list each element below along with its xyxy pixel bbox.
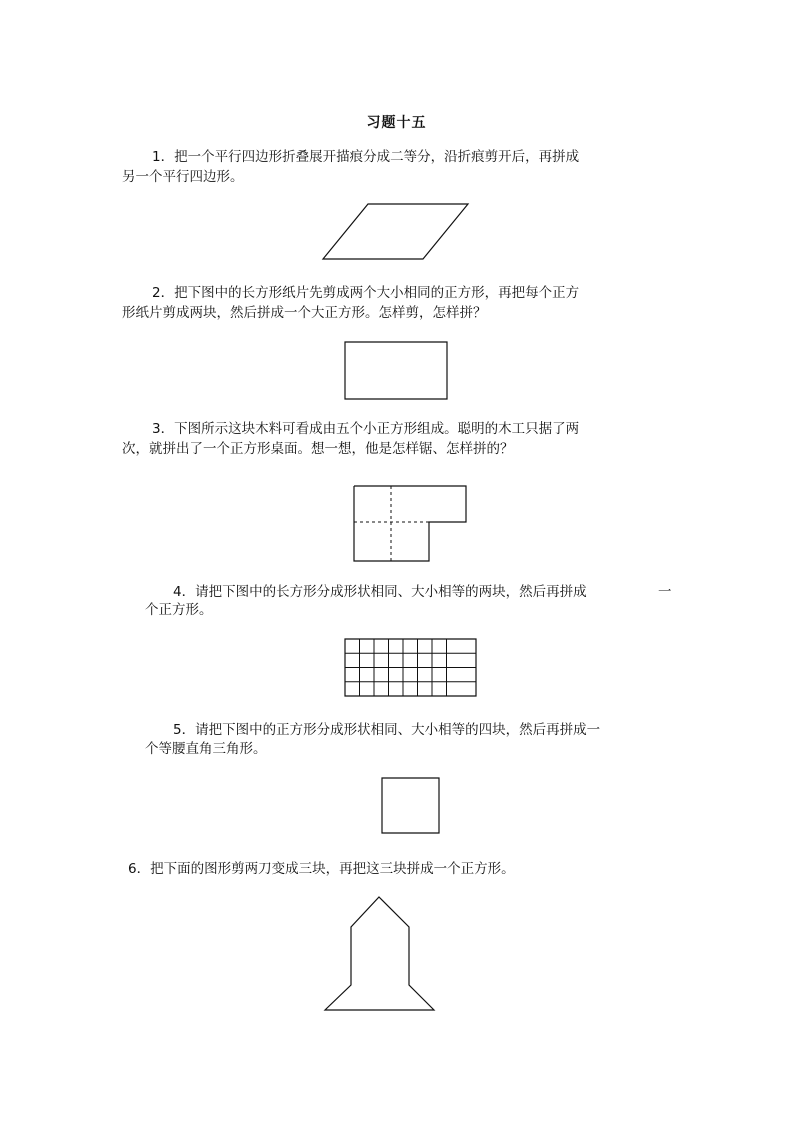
problem-2-text-line-1: 2．把下图中的长方形纸片先剪成两个大小相同的正方形，再把每个正方 xyxy=(152,285,580,301)
rectangle-figure xyxy=(343,340,449,402)
grid-rectangle-figure xyxy=(343,637,479,699)
problem-3-text-line-2: 次，就拼出了一个正方形桌面。想一想，他是怎样锯、怎样拼的？ xyxy=(122,441,514,457)
five-square-board-figure xyxy=(352,484,470,564)
problem-6-text-line-1: 6．把下面的图形剪两刀变成三块，再把这三块拼成一个正方形。 xyxy=(128,861,515,877)
square-figure xyxy=(380,776,442,836)
problem-1-text-line-2: 另一个平行四边形。 xyxy=(122,169,244,185)
problem-2-text-line-2: 形纸片剪成两块，然后拼成一个大正方形。怎样剪，怎样拼？ xyxy=(122,305,487,321)
house-shape-figure xyxy=(322,894,438,1014)
parallelogram-figure xyxy=(320,201,472,263)
problem-5-text-line-1: 5．请把下图中的正方形分成形状相同、大小相等的四块，然后再拼成一 xyxy=(173,722,601,738)
problem-4-text-line-1-tail: 一 xyxy=(658,584,672,600)
problem-5-text-line-2: 个等腰直角三角形。 xyxy=(145,741,267,757)
problem-4-text-line-1: 4．请把下图中的长方形分成形状相同、大小相等的两块，然后再拼成 xyxy=(173,584,587,600)
problem-4-text-line-2: 个正方形。 xyxy=(145,602,213,618)
page-title: 习题十五 xyxy=(366,115,427,131)
problem-3-text-line-1: 3．下图所示这块木料可看成由五个小正方形组成。聪明的木工只据了两 xyxy=(152,421,580,437)
problem-1-text-line-1: 1．把一个平行四边形折叠展开描痕分成二等分，沿折痕剪开后，再拼成 xyxy=(152,149,580,165)
